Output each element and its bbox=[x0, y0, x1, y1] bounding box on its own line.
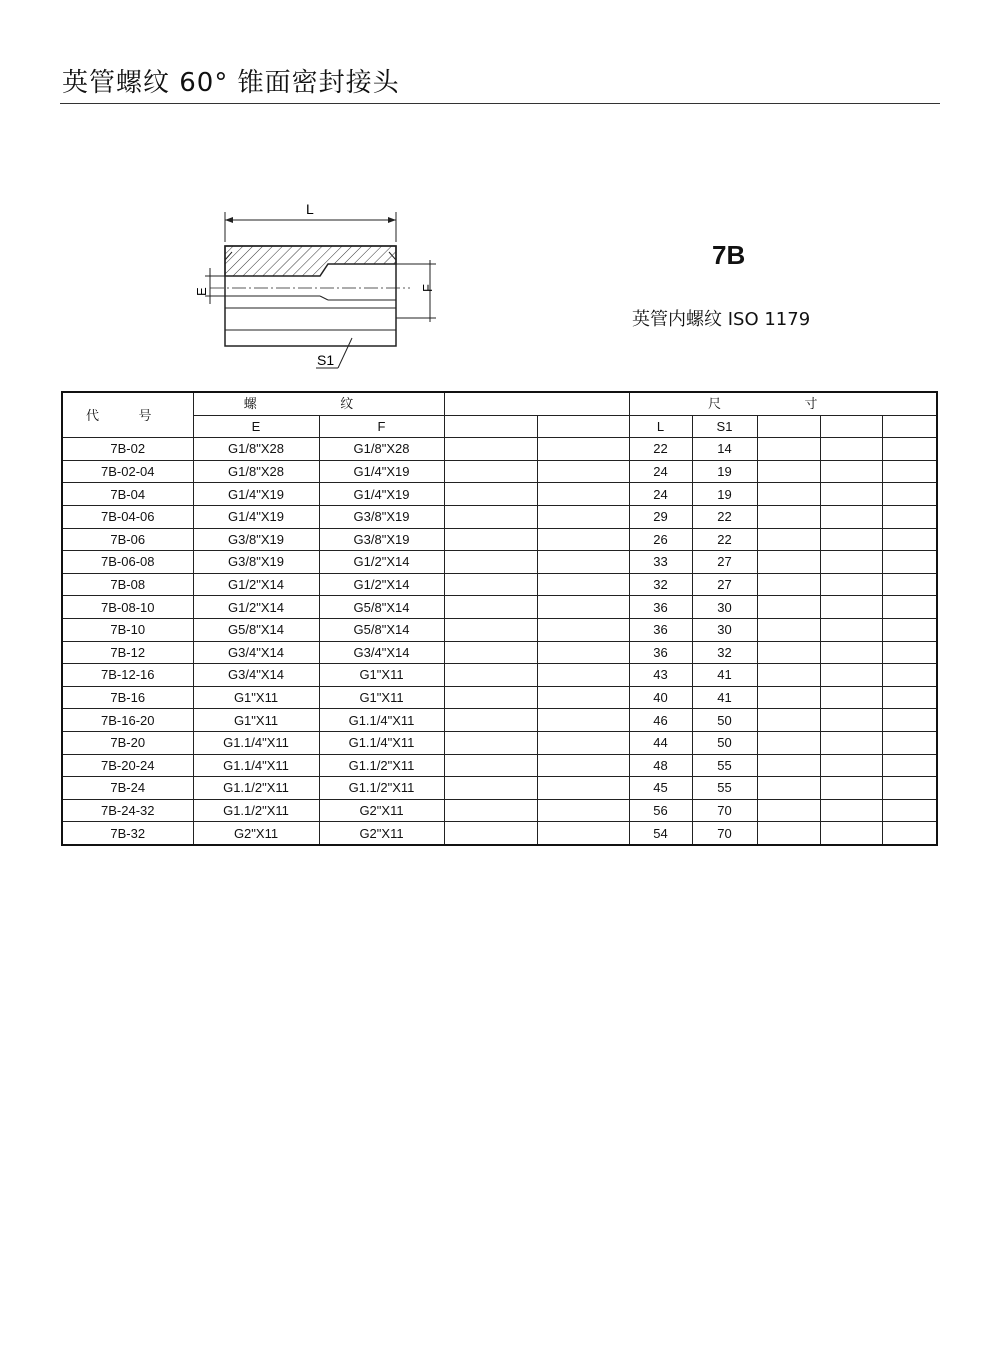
cell-code: 7B-02 bbox=[62, 438, 193, 461]
cell-blank bbox=[757, 731, 820, 754]
cell-code: 7B-20-24 bbox=[62, 754, 193, 777]
cell-blank bbox=[882, 731, 937, 754]
cell-l: 56 bbox=[629, 799, 692, 822]
cell-code: 7B-32 bbox=[62, 822, 193, 845]
cell-s1: 41 bbox=[692, 664, 757, 687]
cell-f: G1/8"X28 bbox=[319, 438, 444, 461]
cell-blank bbox=[820, 641, 882, 664]
fitting-drawing bbox=[180, 190, 450, 380]
model-code: 7B bbox=[712, 240, 746, 270]
cell-e: G3/8"X19 bbox=[193, 551, 319, 574]
cell-e: G3/4"X14 bbox=[193, 664, 319, 687]
cell-blank bbox=[882, 551, 937, 574]
cell-e: G1/4"X19 bbox=[193, 505, 319, 528]
cell-s1: 14 bbox=[692, 438, 757, 461]
cell-e: G1.1/4"X11 bbox=[193, 731, 319, 754]
cell-s1: 30 bbox=[692, 596, 757, 619]
cell-s1: 70 bbox=[692, 799, 757, 822]
cell-code: 7B-08 bbox=[62, 573, 193, 596]
dimension-s1-label: S1 bbox=[317, 352, 335, 368]
cell-code: 7B-04 bbox=[62, 483, 193, 506]
cell-blank bbox=[444, 731, 537, 754]
cell-blank bbox=[757, 641, 820, 664]
dimension-e-label: E bbox=[194, 287, 209, 296]
cell-e: G3/8"X19 bbox=[193, 528, 319, 551]
cell-e: G1.1/2"X11 bbox=[193, 777, 319, 800]
cell-e: G1/8"X28 bbox=[193, 438, 319, 461]
cell-blank bbox=[757, 528, 820, 551]
cell-s1: 22 bbox=[692, 505, 757, 528]
cell-blank bbox=[537, 731, 629, 754]
cell-f: G1.1/2"X11 bbox=[319, 754, 444, 777]
cell-l: 29 bbox=[629, 505, 692, 528]
cell-blank bbox=[820, 528, 882, 551]
cell-s1: 27 bbox=[692, 551, 757, 574]
cell-code: 7B-12 bbox=[62, 641, 193, 664]
cell-code: 7B-08-10 bbox=[62, 596, 193, 619]
cell-code: 7B-16 bbox=[62, 686, 193, 709]
cell-blank bbox=[537, 709, 629, 732]
cell-e: G1"X11 bbox=[193, 686, 319, 709]
cell-blank bbox=[444, 505, 537, 528]
cell-l: 45 bbox=[629, 777, 692, 800]
cell-blank bbox=[820, 731, 882, 754]
dimension-l bbox=[225, 201, 396, 242]
cell-blank bbox=[882, 641, 937, 664]
cell-f: G2"X11 bbox=[319, 822, 444, 845]
header-dimension-group: 尺 寸 bbox=[629, 392, 937, 415]
header-l: L bbox=[629, 415, 692, 438]
cell-blank bbox=[537, 483, 629, 506]
cell-blank bbox=[444, 641, 537, 664]
cell-blank bbox=[820, 551, 882, 574]
cell-s1: 19 bbox=[692, 483, 757, 506]
cell-l: 36 bbox=[629, 641, 692, 664]
cell-blank bbox=[537, 686, 629, 709]
table-row bbox=[62, 573, 937, 596]
cell-blank bbox=[820, 618, 882, 641]
cell-blank bbox=[757, 618, 820, 641]
cell-code: 7B-04-06 bbox=[62, 505, 193, 528]
cell-blank bbox=[444, 664, 537, 687]
cell-blank bbox=[882, 438, 937, 461]
cell-blank bbox=[444, 596, 537, 619]
table-row bbox=[62, 709, 937, 732]
table-header-row bbox=[62, 392, 937, 415]
cell-blank bbox=[444, 822, 537, 845]
cell-e: G1.1/4"X11 bbox=[193, 754, 319, 777]
cell-blank bbox=[882, 573, 937, 596]
cell-blank bbox=[882, 754, 937, 777]
cell-blank bbox=[882, 822, 937, 845]
cell-blank bbox=[537, 551, 629, 574]
cell-e: G1/4"X19 bbox=[193, 483, 319, 506]
header-blank bbox=[882, 415, 937, 438]
cell-code: 7B-24 bbox=[62, 777, 193, 800]
cell-l: 36 bbox=[629, 596, 692, 619]
cell-e: G1/2"X14 bbox=[193, 573, 319, 596]
header-empty bbox=[444, 392, 629, 415]
cell-blank bbox=[444, 799, 537, 822]
cell-f: G1"X11 bbox=[319, 664, 444, 687]
cell-blank bbox=[444, 528, 537, 551]
header-blank bbox=[757, 415, 820, 438]
table-row bbox=[62, 754, 937, 777]
dimension-f-label: F bbox=[420, 284, 435, 292]
cell-blank bbox=[537, 822, 629, 845]
cell-blank bbox=[444, 551, 537, 574]
specification-table bbox=[61, 391, 938, 846]
cell-blank bbox=[537, 505, 629, 528]
header-f: F bbox=[319, 415, 444, 438]
header-thread-group: 螺 纹 bbox=[193, 392, 444, 415]
cell-blank bbox=[882, 686, 937, 709]
table-row bbox=[62, 528, 937, 551]
page-title: 英管螺纹 60° 锥面密封接头 bbox=[62, 68, 400, 98]
cell-blank bbox=[537, 777, 629, 800]
cell-s1: 55 bbox=[692, 754, 757, 777]
cell-code: 7B-10 bbox=[62, 618, 193, 641]
cell-blank bbox=[757, 709, 820, 732]
cell-s1: 32 bbox=[692, 641, 757, 664]
cell-s1: 50 bbox=[692, 709, 757, 732]
table-row bbox=[62, 641, 937, 664]
table-row bbox=[62, 618, 937, 641]
cell-code: 7B-20 bbox=[62, 731, 193, 754]
cell-f: G1.1/2"X11 bbox=[319, 777, 444, 800]
table-row bbox=[62, 551, 937, 574]
cell-l: 26 bbox=[629, 528, 692, 551]
cell-blank bbox=[757, 438, 820, 461]
table-row bbox=[62, 596, 937, 619]
cell-blank bbox=[444, 438, 537, 461]
cell-blank bbox=[537, 573, 629, 596]
cell-l: 44 bbox=[629, 731, 692, 754]
cell-f: G1/2"X14 bbox=[319, 551, 444, 574]
cell-f: G1"X11 bbox=[319, 686, 444, 709]
table-row bbox=[62, 460, 937, 483]
cell-code: 7B-16-20 bbox=[62, 709, 193, 732]
cell-e: G1/2"X14 bbox=[193, 596, 319, 619]
header-blank bbox=[537, 415, 629, 438]
title-divider bbox=[60, 103, 940, 104]
cell-blank bbox=[882, 505, 937, 528]
cell-blank bbox=[882, 709, 937, 732]
dimension-f bbox=[396, 260, 436, 322]
cell-blank bbox=[820, 686, 882, 709]
cell-e: G5/8"X14 bbox=[193, 618, 319, 641]
cell-e: G1/8"X28 bbox=[193, 460, 319, 483]
dimension-l-label: L bbox=[306, 201, 314, 217]
cell-blank bbox=[537, 438, 629, 461]
header-blank bbox=[820, 415, 882, 438]
cell-blank bbox=[882, 777, 937, 800]
cell-s1: 41 bbox=[692, 686, 757, 709]
cell-blank bbox=[757, 799, 820, 822]
fitting-body bbox=[210, 246, 410, 346]
cell-blank bbox=[820, 822, 882, 845]
table-row bbox=[62, 731, 937, 754]
table-row bbox=[62, 505, 937, 528]
cell-f: G3/8"X19 bbox=[319, 528, 444, 551]
cell-e: G1"X11 bbox=[193, 709, 319, 732]
table-body bbox=[62, 438, 937, 845]
cell-l: 43 bbox=[629, 664, 692, 687]
cell-blank bbox=[820, 709, 882, 732]
cell-f: G5/8"X14 bbox=[319, 596, 444, 619]
cell-l: 48 bbox=[629, 754, 692, 777]
cell-blank bbox=[820, 438, 882, 461]
cell-e: G3/4"X14 bbox=[193, 641, 319, 664]
dimension-e bbox=[194, 268, 225, 304]
header-blank bbox=[444, 415, 537, 438]
cell-blank bbox=[757, 483, 820, 506]
cell-blank bbox=[537, 664, 629, 687]
cell-blank bbox=[444, 483, 537, 506]
table-row bbox=[62, 777, 937, 800]
cell-blank bbox=[537, 618, 629, 641]
header-s1: S1 bbox=[692, 415, 757, 438]
table-subheader-row bbox=[62, 415, 937, 438]
cell-blank bbox=[820, 596, 882, 619]
cell-code: 7B-02-04 bbox=[62, 460, 193, 483]
cell-l: 46 bbox=[629, 709, 692, 732]
cell-f: G1/2"X14 bbox=[319, 573, 444, 596]
header-code: 代 号 bbox=[62, 392, 193, 438]
table-row bbox=[62, 686, 937, 709]
cell-code: 7B-12-16 bbox=[62, 664, 193, 687]
cell-blank bbox=[444, 573, 537, 596]
table-row bbox=[62, 664, 937, 687]
cell-blank bbox=[537, 528, 629, 551]
cell-blank bbox=[444, 709, 537, 732]
cell-blank bbox=[820, 505, 882, 528]
cell-blank bbox=[882, 528, 937, 551]
cell-blank bbox=[757, 822, 820, 845]
cell-blank bbox=[757, 573, 820, 596]
cell-l: 33 bbox=[629, 551, 692, 574]
cell-l: 24 bbox=[629, 483, 692, 506]
cell-blank bbox=[537, 799, 629, 822]
cell-blank bbox=[882, 460, 937, 483]
cell-blank bbox=[820, 777, 882, 800]
cell-f: G2"X11 bbox=[319, 799, 444, 822]
cell-blank bbox=[757, 505, 820, 528]
cell-blank bbox=[757, 664, 820, 687]
cell-blank bbox=[444, 754, 537, 777]
cell-f: G1.1/4"X11 bbox=[319, 731, 444, 754]
cell-s1: 22 bbox=[692, 528, 757, 551]
cell-blank bbox=[820, 664, 882, 687]
cell-blank bbox=[757, 686, 820, 709]
table-row bbox=[62, 822, 937, 845]
cell-blank bbox=[757, 777, 820, 800]
cell-blank bbox=[444, 618, 537, 641]
cell-l: 32 bbox=[629, 573, 692, 596]
dimension-s1 bbox=[316, 338, 352, 368]
cell-s1: 19 bbox=[692, 460, 757, 483]
cell-blank bbox=[444, 686, 537, 709]
cell-blank bbox=[820, 460, 882, 483]
header-e: E bbox=[193, 415, 319, 438]
cell-blank bbox=[537, 596, 629, 619]
cell-l: 22 bbox=[629, 438, 692, 461]
cell-code: 7B-06-08 bbox=[62, 551, 193, 574]
cell-l: 40 bbox=[629, 686, 692, 709]
cell-blank bbox=[444, 460, 537, 483]
cell-blank bbox=[882, 596, 937, 619]
cell-blank bbox=[882, 618, 937, 641]
table-row bbox=[62, 483, 937, 506]
table-row bbox=[62, 438, 937, 461]
cell-l: 54 bbox=[629, 822, 692, 845]
cell-s1: 55 bbox=[692, 777, 757, 800]
cell-blank bbox=[882, 483, 937, 506]
cell-blank bbox=[820, 799, 882, 822]
cell-blank bbox=[757, 596, 820, 619]
cell-blank bbox=[444, 777, 537, 800]
cell-blank bbox=[882, 799, 937, 822]
cell-blank bbox=[820, 483, 882, 506]
cell-f: G5/8"X14 bbox=[319, 618, 444, 641]
cell-e: G1.1/2"X11 bbox=[193, 799, 319, 822]
cell-blank bbox=[537, 460, 629, 483]
cell-f: G3/8"X19 bbox=[319, 505, 444, 528]
model-description: 英管内螺纹 ISO 1179 bbox=[632, 309, 811, 330]
cell-blank bbox=[757, 460, 820, 483]
cell-blank bbox=[820, 573, 882, 596]
cell-blank bbox=[820, 754, 882, 777]
cell-blank bbox=[757, 754, 820, 777]
cell-blank bbox=[537, 641, 629, 664]
cell-f: G1/4"X19 bbox=[319, 460, 444, 483]
cell-l: 36 bbox=[629, 618, 692, 641]
cell-s1: 30 bbox=[692, 618, 757, 641]
cell-code: 7B-24-32 bbox=[62, 799, 193, 822]
cell-s1: 27 bbox=[692, 573, 757, 596]
cell-e: G2"X11 bbox=[193, 822, 319, 845]
cell-l: 24 bbox=[629, 460, 692, 483]
cell-blank bbox=[882, 664, 937, 687]
cell-s1: 70 bbox=[692, 822, 757, 845]
cell-f: G1.1/4"X11 bbox=[319, 709, 444, 732]
cell-f: G3/4"X14 bbox=[319, 641, 444, 664]
cell-blank bbox=[537, 754, 629, 777]
cell-s1: 50 bbox=[692, 731, 757, 754]
cell-blank bbox=[757, 551, 820, 574]
cell-code: 7B-06 bbox=[62, 528, 193, 551]
cell-f: G1/4"X19 bbox=[319, 483, 444, 506]
table-row bbox=[62, 799, 937, 822]
